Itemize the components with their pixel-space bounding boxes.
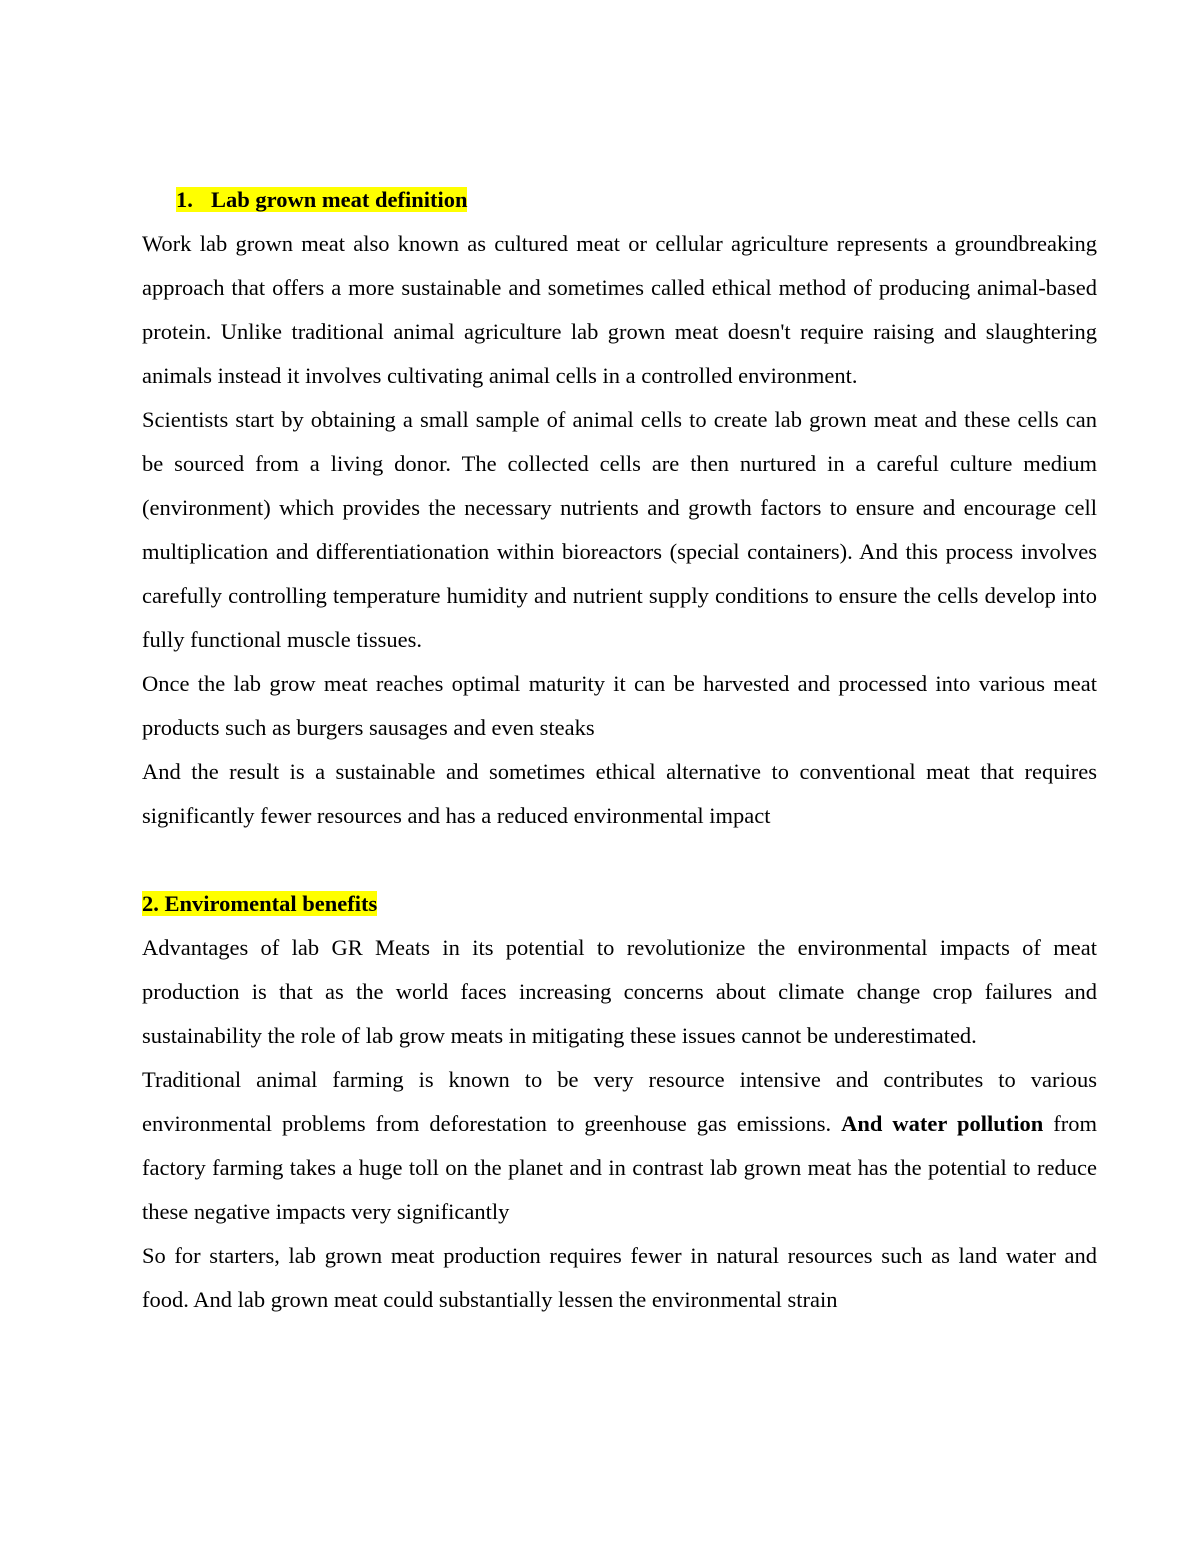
section-1-paragraph-2: Scientists start by obtaining a small sample of animal cells to create lab grown meat and these cells can be sourced from a living donor. The collected cells are then nurtured in a careful culture medium (environment) which provides the necessary nutrients and growth factors to ensure and encourage cell multiplication and differentiationation within bioreactors (special containers). And this process involves carefully controlling temperature humidity and nutrient supply conditions to ensure the cells develop into fully functional muscle tissues.	[142, 407, 1097, 652]
section-2-title: 2. Enviromental benefits	[142, 891, 378, 916]
section-spacer	[142, 838, 1097, 882]
section-1-heading	[142, 178, 1097, 222]
section-1-highlight	[176, 187, 467, 212]
section-2-paragraph-2-bold: And water pollution	[841, 1111, 1044, 1136]
section-2-paragraph-2-start: Traditional animal farming is known to be very resource intensive and contributes to various environmental problems from deforestation to greenhouse gas emissions.	[142, 1067, 1097, 1136]
document-page	[142, 178, 1097, 1322]
section-1-number: 1.	[176, 187, 193, 212]
section-1-paragraph-3: Once the lab grow meat reaches optimal maturity it can be harvested and processed into various meat products such as burgers sausages and even steaks	[142, 671, 1097, 740]
section-2-paragraph-1: Advantages of lab GR Meats in its potential to revolutionize the environmental impacts of meat production is that as the world faces increasing concerns about climate change crop failures and sustainability the role of lab grow meats in mitigating these issues cannot be underestimated.	[142, 935, 1097, 1048]
section-2-paragraph-3: So for starters, lab grown meat production requires fewer in natural resources such as land water and food. And lab grown meat could substantially lessen the environmental strain	[142, 1243, 1097, 1312]
section-1-paragraph-4: And the result is a sustainable and sometimes ethical alternative to conventional meat that requires significantly fewer resources and has a reduced environmental impact	[142, 759, 1097, 828]
section-1-title: Lab grown meat definition	[211, 187, 468, 212]
section-2-paragraph-2-end: from factory farming takes a huge toll on the planet and in contrast lab grown meat has the potential to reduce these negative impacts very significantly	[142, 1111, 1097, 1224]
section-2-paragraph-2	[142, 1058, 1097, 1234]
section-2-heading	[142, 882, 1097, 926]
section-1-paragraph-1: Work lab grown meat also known as cultured meat or cellular agriculture represents a groundbreaking approach that offers a more sustainable and sometimes called ethical method of producing animal-based protein. Unlike traditional animal agriculture lab grown meat doesn't require raising and slaughtering animals instead it involves cultivating animal cells in a controlled environment.	[142, 231, 1097, 388]
